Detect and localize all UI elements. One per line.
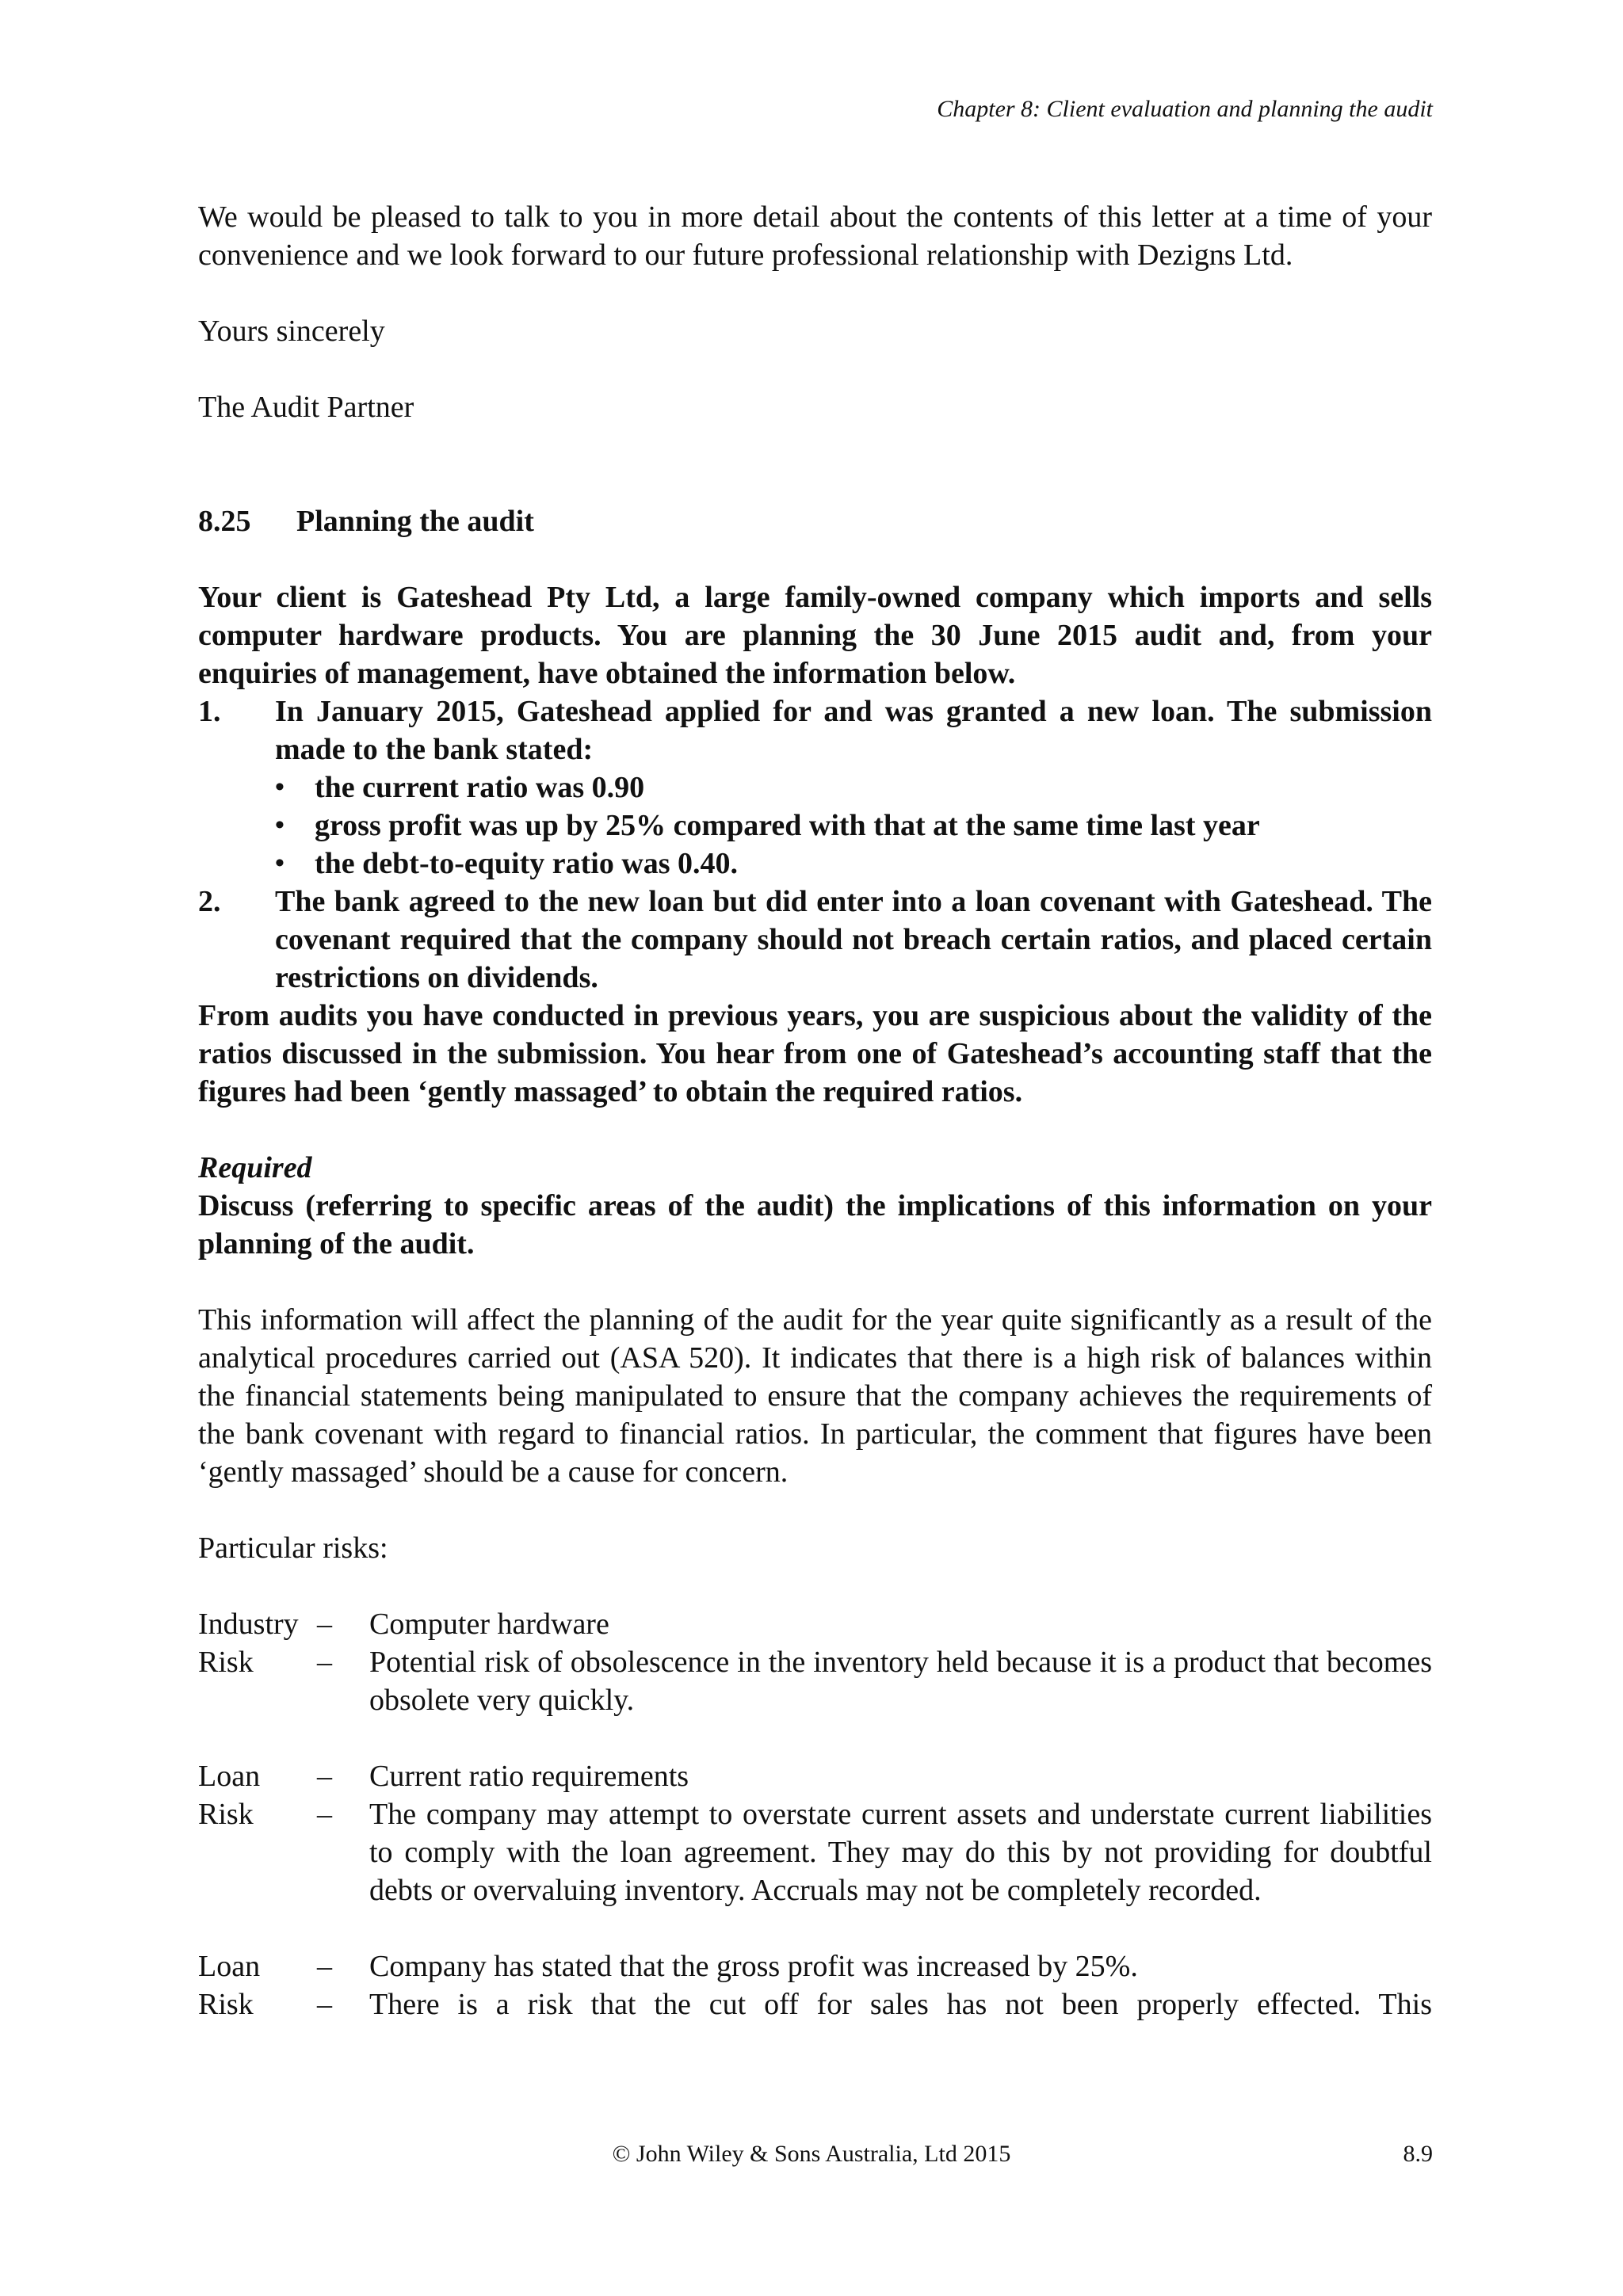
page-content: [198, 198, 1432, 2023]
risk-group-loan-current-ratio: [198, 1757, 1432, 1909]
bullet-icon: •: [275, 849, 285, 878]
risk-row: Loan – Company has stated that the gross profit was increased by 25%.: [198, 1950, 1138, 1983]
question-item-number: 2.: [198, 885, 221, 918]
bullet-icon: •: [275, 810, 285, 840]
question-closing: From audits you have conducted in previous years, you are suspicious about the validity of the ratios discussed in the submission. You hear from one of Gateshead’s accounting staff that the figures had been ‘gently massaged’ to obtain the required ratios.: [198, 999, 1432, 1108]
letter-signoff: Yours sincerely: [198, 315, 385, 348]
section-number: 8.25: [198, 505, 251, 538]
question-item-1: [198, 692, 1432, 769]
list-item: • gross profit was up by 25% compared with that at the same time last year: [275, 807, 1432, 845]
submission-bullet-list: [198, 769, 1432, 883]
required-text: Discuss (referring to specific areas of the audit) the implications of this information on your planning of the audit.: [198, 1189, 1432, 1261]
question-item-2: [198, 883, 1432, 997]
list-item: • the debt-to-equity ratio was 0.40.: [275, 845, 1432, 883]
risk-group-industry: [198, 1605, 1432, 1719]
footer-page-number: 8.9: [1403, 2141, 1433, 2167]
footer-copyright: © John Wiley & Sons Australia, Ltd 2015: [612, 2141, 1011, 2167]
answer-paragraph: This information will affect the planning of the audit for the year quite significantly as a result of the analytical procedures carried out (ASA 520). It indicates that there is a high risk of balances within the financial statements being manipulated to ensure that the company achieves the requirements of the bank covenant with regard to financial ratios. In particular, the comment that figures have been ‘gently massaged’ should be a cause for concern.: [198, 1303, 1432, 1489]
risk-group-loan-gross-profit: [198, 1947, 1432, 2023]
risk-row: Risk – The company may attempt to overstate current assets and understate current liabilities to comply with the loan agreement. They may do this by not providing for doubtful debts or overvaluing inventory. Accruals may not be completely recorded.: [198, 1798, 1432, 1907]
risk-row: Risk – Potential risk of obsolescence in the inventory held because it is a product that becomes obsolete very quickly.: [198, 1646, 1432, 1717]
question-intro: Your client is Gateshead Pty Ltd, a large family-owned company which imports and sells computer hardware products. You are planning the 30 June 2015 audit and, from your enquiries of management, have obtained the information below.: [198, 581, 1432, 690]
section-heading: [198, 502, 1432, 540]
risks-label: Particular risks:: [198, 1531, 388, 1565]
question-item-text: The bank agreed to the new loan but did enter into a loan covenant with Gateshead. The covenant required that the company should not breach certain ratios, and placed certain restrictions on dividends.: [275, 885, 1432, 994]
risk-row: Risk – There is a risk that the cut off for sales has not been properly effected. This: [198, 1988, 1432, 2021]
question-item-number: 1.: [198, 695, 221, 728]
list-item: • the current ratio was 0.90: [275, 769, 1432, 807]
risk-row: Loan – Current ratio requirements: [198, 1760, 689, 1793]
section-title: Planning the audit: [296, 505, 534, 538]
required-label: Required: [198, 1151, 312, 1184]
risk-row: Industry – Computer hardware: [198, 1608, 609, 1641]
running-header: Chapter 8: Client evaluation and planning the audit: [937, 96, 1433, 122]
letter-closing-paragraph: We would be pleased to talk to you in more detail about the contents of this letter at a time of your convenience and we look forward to our future professional relationship with Dezigns Ltd.: [198, 200, 1432, 272]
letter-signature: The Audit Partner: [198, 391, 414, 424]
bullet-icon: •: [275, 772, 285, 802]
question-item-text: In January 2015, Gateshead applied for and was granted a new loan. The submission made to the bank stated:: [275, 695, 1432, 766]
